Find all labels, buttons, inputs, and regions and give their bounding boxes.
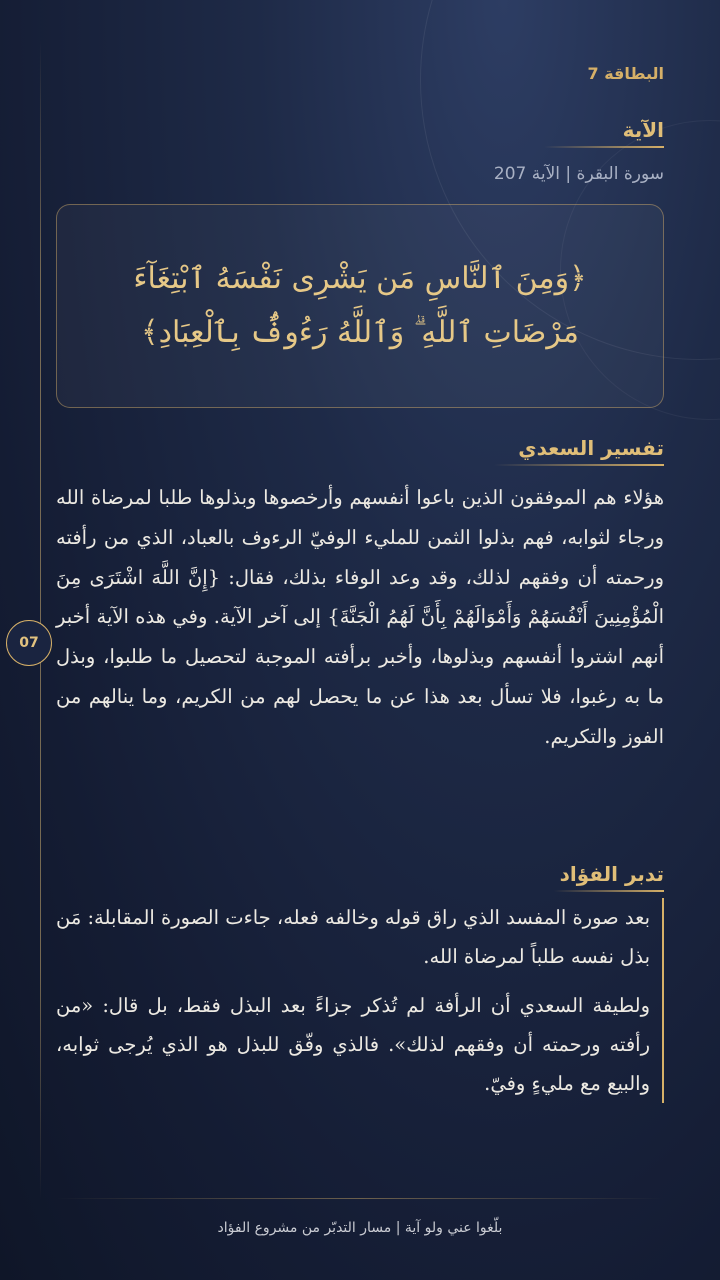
tafsir-heading-text: تفسير السعدي	[518, 436, 664, 460]
card-label: البطاقة 7	[587, 64, 664, 83]
heading-underline	[544, 146, 664, 148]
card-number-badge: 07	[6, 620, 52, 666]
heading-underline	[554, 890, 664, 892]
ayah-text: ﴿وَمِنَ ٱلنَّاسِ مَن يَشْرِى نَفْسَهُ ٱبْتِغَآءَ مَرْضَاتِ ٱللَّهِ ۗ وَٱللَّهُ رَءُوفٌۢ بِٱلْعِبَادِ﴾	[133, 261, 587, 350]
tafsir-heading	[518, 436, 664, 460]
tafsir-text: هؤلاء هم الموفقون الذين باعوا أنفسهم وأرخصوها وبذلوها طلبا لمرضاة الله ورجاء لثوابه، فهم بذلوا الثمن للمليء الوفيّ الرءوف بالعباد، الذي من رأفته ورحمته أن وفقهم لذلك، وقد وعد الوفاء بذلك، فقال: {إِنَّ اللَّهَ اشْتَرَى مِنَ الْمُؤْمِنِينَ أَنْفُسَهُمْ وَأَمْوَالَهُمْ بِأَنَّ لَهُمُ الْجَنَّةَ} إلى آخر الآية. وفي هذه الآية أخبر أنهم اشتروا أنفسهم وبذلوها، وأخبر برأفته الموجبة لتحصيل ما طلبوا، وبذل ما به رغبوا، فلا تسأل بعد هذا عن ما يحصل لهم من الكريم، وما ينالهم من الفوز والتكريم.	[56, 486, 664, 748]
ayah-heading-text: الآية	[622, 118, 664, 142]
heading-underline	[494, 464, 664, 466]
footer-text: بلّغوا عني ولو آية | مسار التدبّر من مشروع الفؤاد	[217, 1220, 503, 1236]
tadabbur-paragraph: ولطيفة السعدي أن الرأفة لم تُذكر جزاءً بعد البذل فقط، بل قال: «من رأفته ورحمته أن وفقهم لذلك». فالذي وفّق للبذل هو الذي يُرجى ثوابه، والبيع مع مليءٍ وفيّ.	[56, 994, 650, 1095]
surah-reference: سورة البقرة | الآية 207	[493, 164, 664, 184]
tadabbur-paragraph: بعد صورة المفسد الذي راق قوله وخالفه فعله، جاءت الصورة المقابلة: مَن بذل نفسه طلباً لمرضاة الله.	[56, 906, 650, 968]
ayah-heading	[623, 118, 664, 142]
tadabbur-heading-text: تدبر الفؤاد	[559, 862, 664, 886]
ayah-box	[56, 204, 664, 408]
tadabbur-heading	[560, 862, 664, 886]
vertical-rail	[40, 40, 41, 1200]
footer-divider	[56, 1198, 664, 1199]
tadabbur-block	[56, 898, 664, 1103]
